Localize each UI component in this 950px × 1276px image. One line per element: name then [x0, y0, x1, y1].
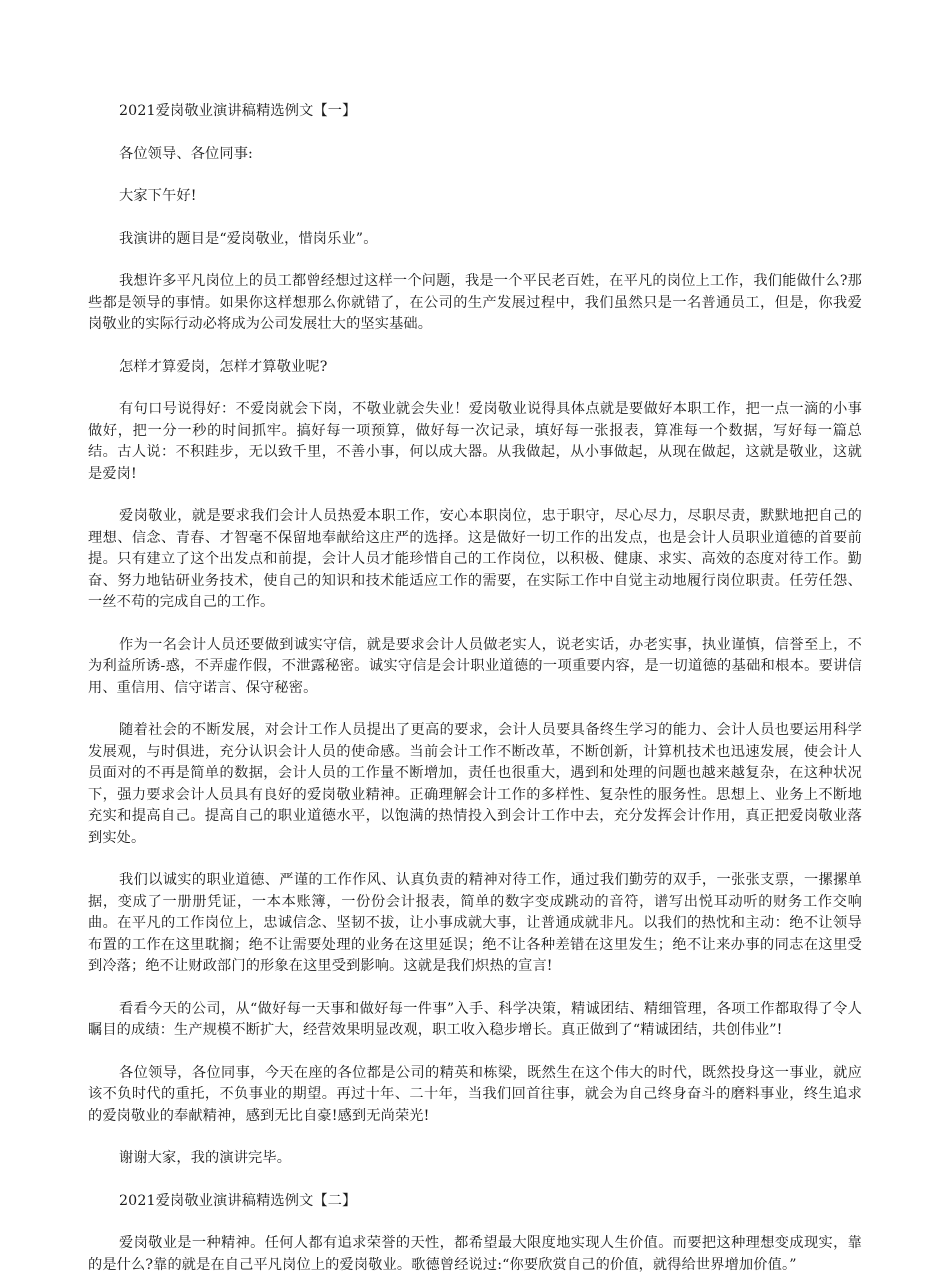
section-heading-1: 2021爱岗敬业演讲稿精选例文【一】	[119, 103, 357, 119]
greeting: 大家下午好!	[119, 188, 197, 204]
paragraph: 怎样才算爱岗，怎样才算敬业呢?	[119, 358, 328, 375]
paragraph: 各位领导，各位同事，今天在座的各位都是公司的精英和栋梁，既然生在这个伟大的时代，既然投身这一事业，就应该不负时代的重托，不负事业的期望。再过十年、二十年，当我们回首往事，就会为自己终身奋斗的磨料事业，终生追求的爱岗敬业的奉献精神，感到无比自豪!感到无尚荣光!	[88, 1064, 862, 1124]
paragraph: 随着社会的不断发展，对会计工作人员提出了更高的要求，会计人员要具备终生学习的能力、会计人员也要运用科学发展观，与时俱进，充分认识会计人员的使命感。当前会计工作不断改革，不断创新，计算机技术也迅速发展，使会计人员面对的不再是简单的数据，会计人员的工作量不断增加，责任也很重大，遇到和处理的问题也越来越复杂，在这种状况下，强力要求会计人员具有良好的爱岗敬业精神。正确理解会计工作的多样性、复杂性的服务性。思想上、业务上不断地充实和提高自己。提高自己的职业道德水平，以饱满的热情投入到会计工作中去，充分发挥会计作用，真正把爱岗敬业落到实处。	[88, 722, 862, 846]
paragraph: 我想许多平凡岗位上的员工都曾经想过这样一个问题，我是一个平民老百姓，在平凡的岗位上工作，我们能做什么?那些都是领导的事情。如果你这样想那么你就错了，在公司的生产发展过程中，我们虽然只是一名普通员工，但是，你我爱岗敬业的实际行动必将成为公司发展壮大的坚实基础。	[88, 273, 862, 332]
paragraph: 看看今天的公司，从“做好每一天事和做好每一件事”入手、科学决策，精诚团结、精细管理，各项工作都取得了令人瞩目的成绩：生产规模不断扩大，经营效果明显改观，职工收入稳步增长。真正做到了“精诚团结，共创伟业”!	[88, 1000, 862, 1038]
paragraph: 有句口号说得好：不爱岗就会下岗，不敬业就会失业！爱岗敬业说得具体点就是要做好本职工作，把一点一滴的小事做好，把一分一秒的时间抓牢。搞好每一项预算，做好每一次记录，填好每一张报表，算准每一个数据，写好每一篇总结。古人说：不积跬步，无以致千里，不善小事，何以成大器。从我做起，从小事做起，从现在做起，这就是敬业，这就是爱岗!	[88, 401, 862, 482]
paragraph: 作为一名会计人员还要做到诚实守信，就是要求会计人员做老实人，说老实话，办老实事，执业谨慎，信誉至上，不为利益所诱-惑，不弄虚作假，不泄露秘密。诚实守信是会计职业道德的一项重要内容，是一切道德的基础和根本。要讲信用、重信用、信守诺言、保守秘密。	[88, 636, 862, 696]
section-heading-2: 2021爱岗敬业演讲稿精选例文【二】	[119, 1192, 357, 1209]
paragraph: 我们以诚实的职业道德、严谨的工作作风、认真负责的精神对待工作，通过我们勤劳的双手，一张张支票，一摞摞单据，变成了一册册凭证，一本本账簿，一份份会计报表，简单的数字变成跳动的音符，谱写出悦耳动听的财务工作交响曲。在平凡的工作岗位上，忠诚信念、坚韧不拔，让小事成就大事，让普通成就非凡。以我们的热忱和主动：绝不让领导布置的工作在这里耽搁；绝不让需要处理的业务在这里延误；绝不让各种差错在这里发生；绝不让来办事的同志在这里受到冷落；绝不让财政部门的形象在这里受到影响。这就是我们炽热的宣言!	[88, 872, 862, 974]
paragraph: 爱岗敬业是一种精神。任何人都有追求荣誉的天性，都希望最大限度地实现人生价值。而要把这种理想变成现实，靠的是什么?靠的就是在自己平凡岗位上的爱岗敬业。歌德曾经说过:“你要欣赏自己的价值，就得给世界增加价值。”	[88, 1235, 862, 1273]
closing-remark: 谢谢大家，我的演讲完毕。	[119, 1150, 292, 1166]
paragraph: 爱岗敬业，就是要求我们会计人员热爱本职工作，安心本职岗位，忠于职守，尽心尽力，尽职尽责，默默地把自己的理想、信念、青春、才智毫不保留地奉献给这庄严的选择。这是做好一切工作的出发点，也是会计人员职业道德的首要前提。只有建立了这个出发点和前提，会计人员才能珍惜自己的工作岗位，以积极、健康、求实、高效的态度对待工作。勤奋、努力地钻研业务技术，使自己的知识和技术能适应工作的需要，在实际工作中自觉主动地履行岗位职责。任劳任怨、一丝不苟的完成自己的工作。	[88, 508, 862, 610]
speech-topic: 我演讲的题目是“爱岗敬业，惜岗乐业”。	[119, 230, 378, 247]
salutation: 各位领导、各位同事:	[119, 145, 253, 162]
